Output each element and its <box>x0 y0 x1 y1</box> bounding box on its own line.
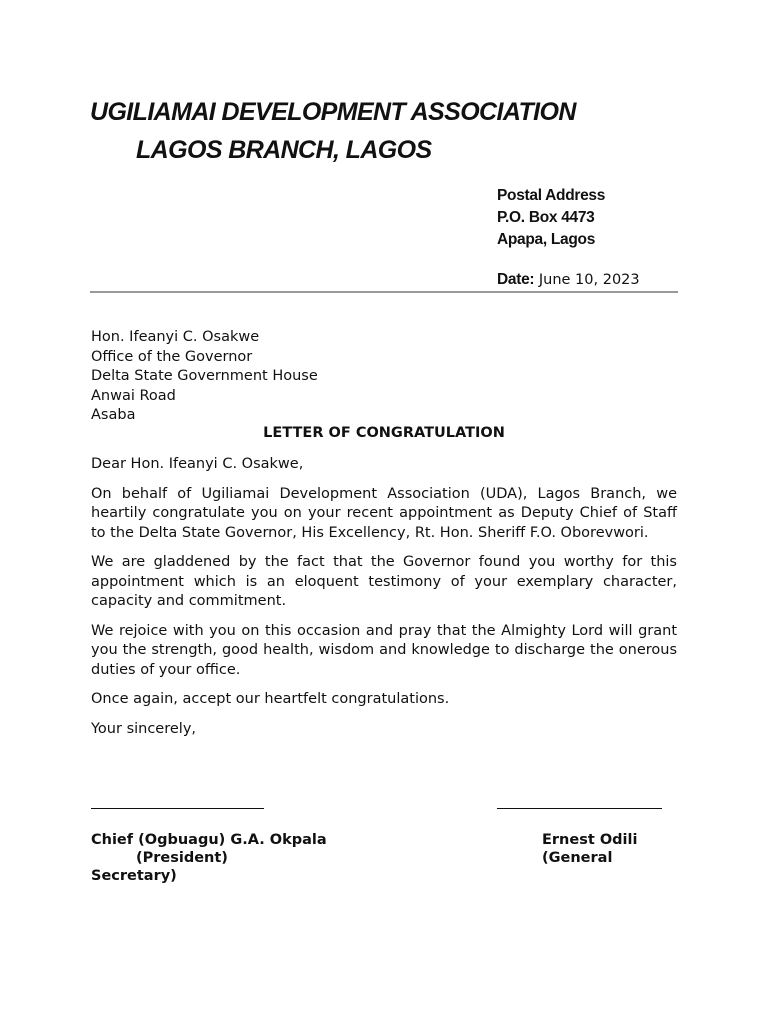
recipient-street: Anwai Road <box>91 387 176 404</box>
address-city: Apapa, Lagos <box>497 231 596 248</box>
body-paragraph: On behalf of Ugiliamai Development Association (UDA), Lagos Branch, we heartily congratulate you on your recent appointment as Deputy Chief of Staff to the Delta State Governor, His Excellency, Rt. Hon. Sheriff F.O. Oborevwori. <box>91 485 677 541</box>
signature-line-left <box>91 808 264 809</box>
postal-address-title: Postal Address <box>497 187 606 204</box>
recipient-city: Asaba <box>91 407 136 423</box>
header-divider <box>90 291 678 293</box>
body-paragraph: We rejoice with you on this occasion and pray that the Almighty Lord will grant you the strength, good health, wisdom and knowledge to discharge the onerous duties of your office. <box>91 622 677 678</box>
date-label: Date: <box>497 271 535 288</box>
body-paragraph: We are gladdened by the fact that the Governor found you worthy for this appointment which is an eloquent testimony of your exemplary character, capacity and commitment. <box>91 554 677 609</box>
signatory-left-name: Chief (Ogbuagu) G.A. Okpala <box>91 832 327 848</box>
recipient-building: Delta State Government House <box>91 368 318 384</box>
signature-line-right <box>497 808 662 809</box>
postal-address-block <box>497 185 605 251</box>
date-line <box>497 271 640 289</box>
letter-subject: LETTER OF CONGRATULATION <box>263 425 505 441</box>
salutation: Dear Hon. Ifeanyi C. Osakwe, <box>91 456 304 472</box>
date-value: June 10, 2023 <box>538 272 640 288</box>
signatory-right-name: Ernest Odili <box>542 832 638 848</box>
signatory-right-role: (General <box>542 850 613 866</box>
po-box: P.O. Box 4473 <box>497 209 595 226</box>
signatory-left-role: (President) <box>136 850 228 866</box>
org-name: UGILIAMAI DEVELOPMENT ASSOCIATION <box>90 98 576 126</box>
recipient-address <box>91 328 318 426</box>
closing: Your sincerely, <box>91 720 197 737</box>
recipient-name: Hon. Ifeanyi C. Osakwe <box>91 329 260 345</box>
recipient-office: Office of the Governor <box>91 348 253 365</box>
letter-body <box>91 455 677 749</box>
branch-name: LAGOS BRANCH, LAGOS <box>136 136 432 164</box>
body-paragraph: Once again, accept our heartfelt congratulations. <box>91 691 450 707</box>
signatory-right-role-continued: Secretary) <box>91 868 177 884</box>
